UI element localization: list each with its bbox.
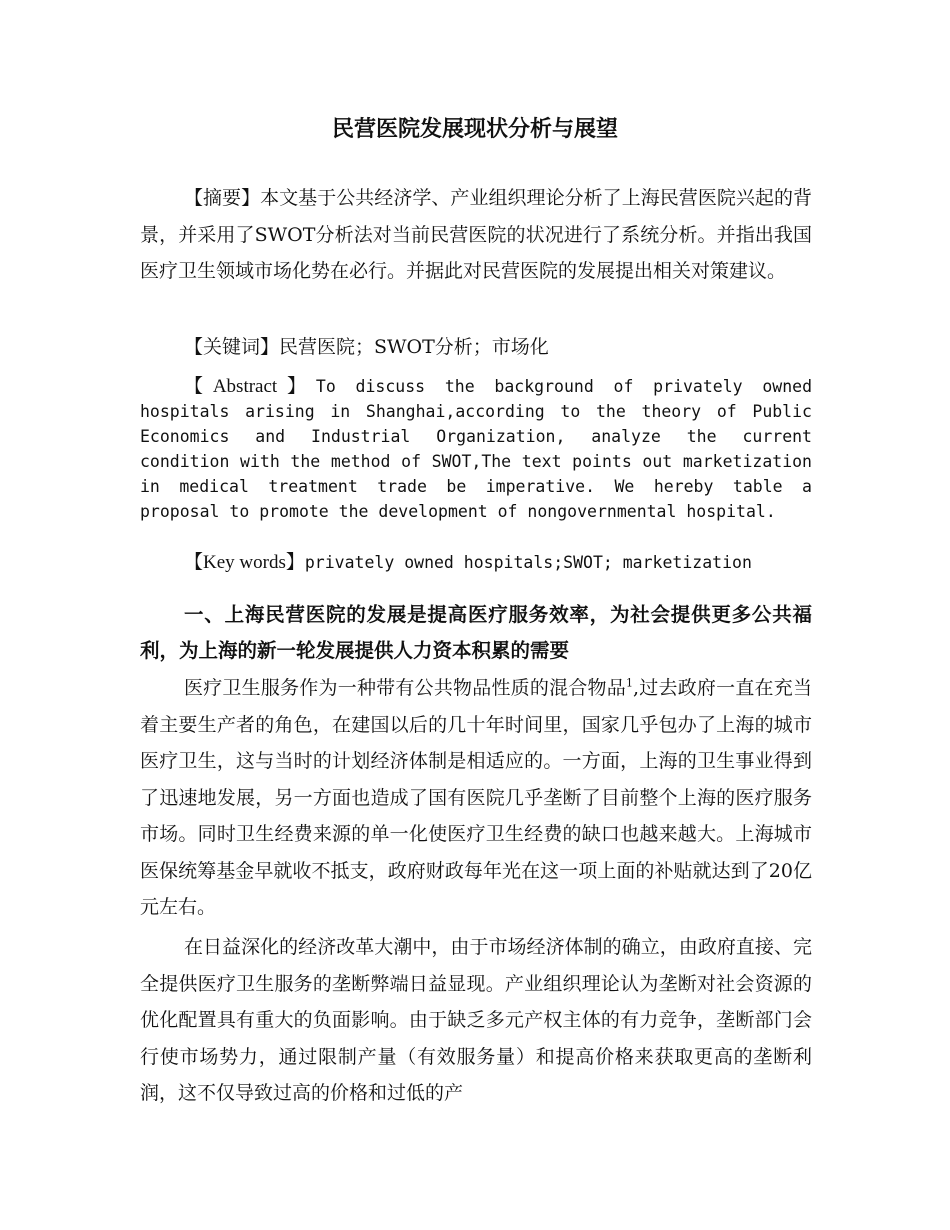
- english-keywords-text: privately owned hospitals;SWOT; marketization: [304, 553, 752, 572]
- english-keywords-line: [184, 550, 752, 575]
- english-abstract-paragraph: [140, 374, 812, 524]
- keywords-line: [184, 332, 549, 362]
- body-paragraph-1-text-a: 医疗卫生服务作为一种带有公共物品性质的混合物品: [184, 677, 626, 699]
- abstract-label: 【摘要】: [184, 187, 261, 209]
- abstract-text: 本文基于公共经济学、产业组织理论分析了上海民营医院兴起的背景，并采用了SWOT分析法对当前民营医院的状况进行了系统分析。并指出我国医疗卫生领域市场化势在必行。并据此对民营医院的发展提出相关对策建议。: [140, 187, 812, 282]
- section-heading: 一、上海民营医院的发展是提高医疗服务效率，为社会提供更多公共福利，为上海的新一轮发展提供人力资本积累的需要: [140, 603, 812, 662]
- keywords-label: 【关键词】: [184, 336, 280, 358]
- english-abstract-text: To discuss the background of privately owned hospitals arising in Shanghai,according to the theory of Public Economics and Industrial Organization, analyze the current condition with the method of SWOT,The text points out marketization in medical treatment trade be imperative. We hereby table a proposal to promote the development of nongovernmental hospital.: [140, 377, 813, 521]
- keywords-text: 民营医院；SWOT分析；市场化: [279, 336, 549, 358]
- abstract-paragraph: [140, 180, 812, 290]
- footnote-marker[interactable]: 1: [626, 676, 633, 690]
- body-paragraph-2: 在日益深化的经济改革大潮中，由于市场经济体制的确立，由政府直接、完全提供医疗卫生服务的垄断弊端日益显现。产业组织理论认为垄断对社会资源的优化配置具有重大的负面影响。由于缺乏多元产权主体的有力竞争，垄断部门会行使市场势力，通过限制产量（有效服务量）和提高价格来获取更高的垄断利润，这不仅导致过高的价格和过低的产: [140, 936, 812, 1104]
- body-paragraph-1-text-b: ,过去政府一直在充当着主要生产者的角色，在建国以后的几十年时间里，国家几乎包办了上海的城市医疗卫生，这与当时的计划经济体制是相适应的。一方面，上海的卫生事业得到了迅速地发展，另一方面也造成了国有医院几乎垄断了目前整个上海的医疗服务市场。同时卫生经费来源的单一化使医疗卫生经费的缺口也越来越大。上海城市医保统筹基金早就收不抵支，政府财政每年光在这一项上面的补贴就达到了20亿元左右。: [140, 677, 812, 918]
- english-abstract-label: 【Abstract】: [184, 376, 316, 397]
- document-title: 民营医院发展现状分析与展望: [331, 116, 618, 142]
- body-paragraph-1: [140, 670, 812, 926]
- english-keywords-label: 【Key words】: [184, 552, 305, 573]
